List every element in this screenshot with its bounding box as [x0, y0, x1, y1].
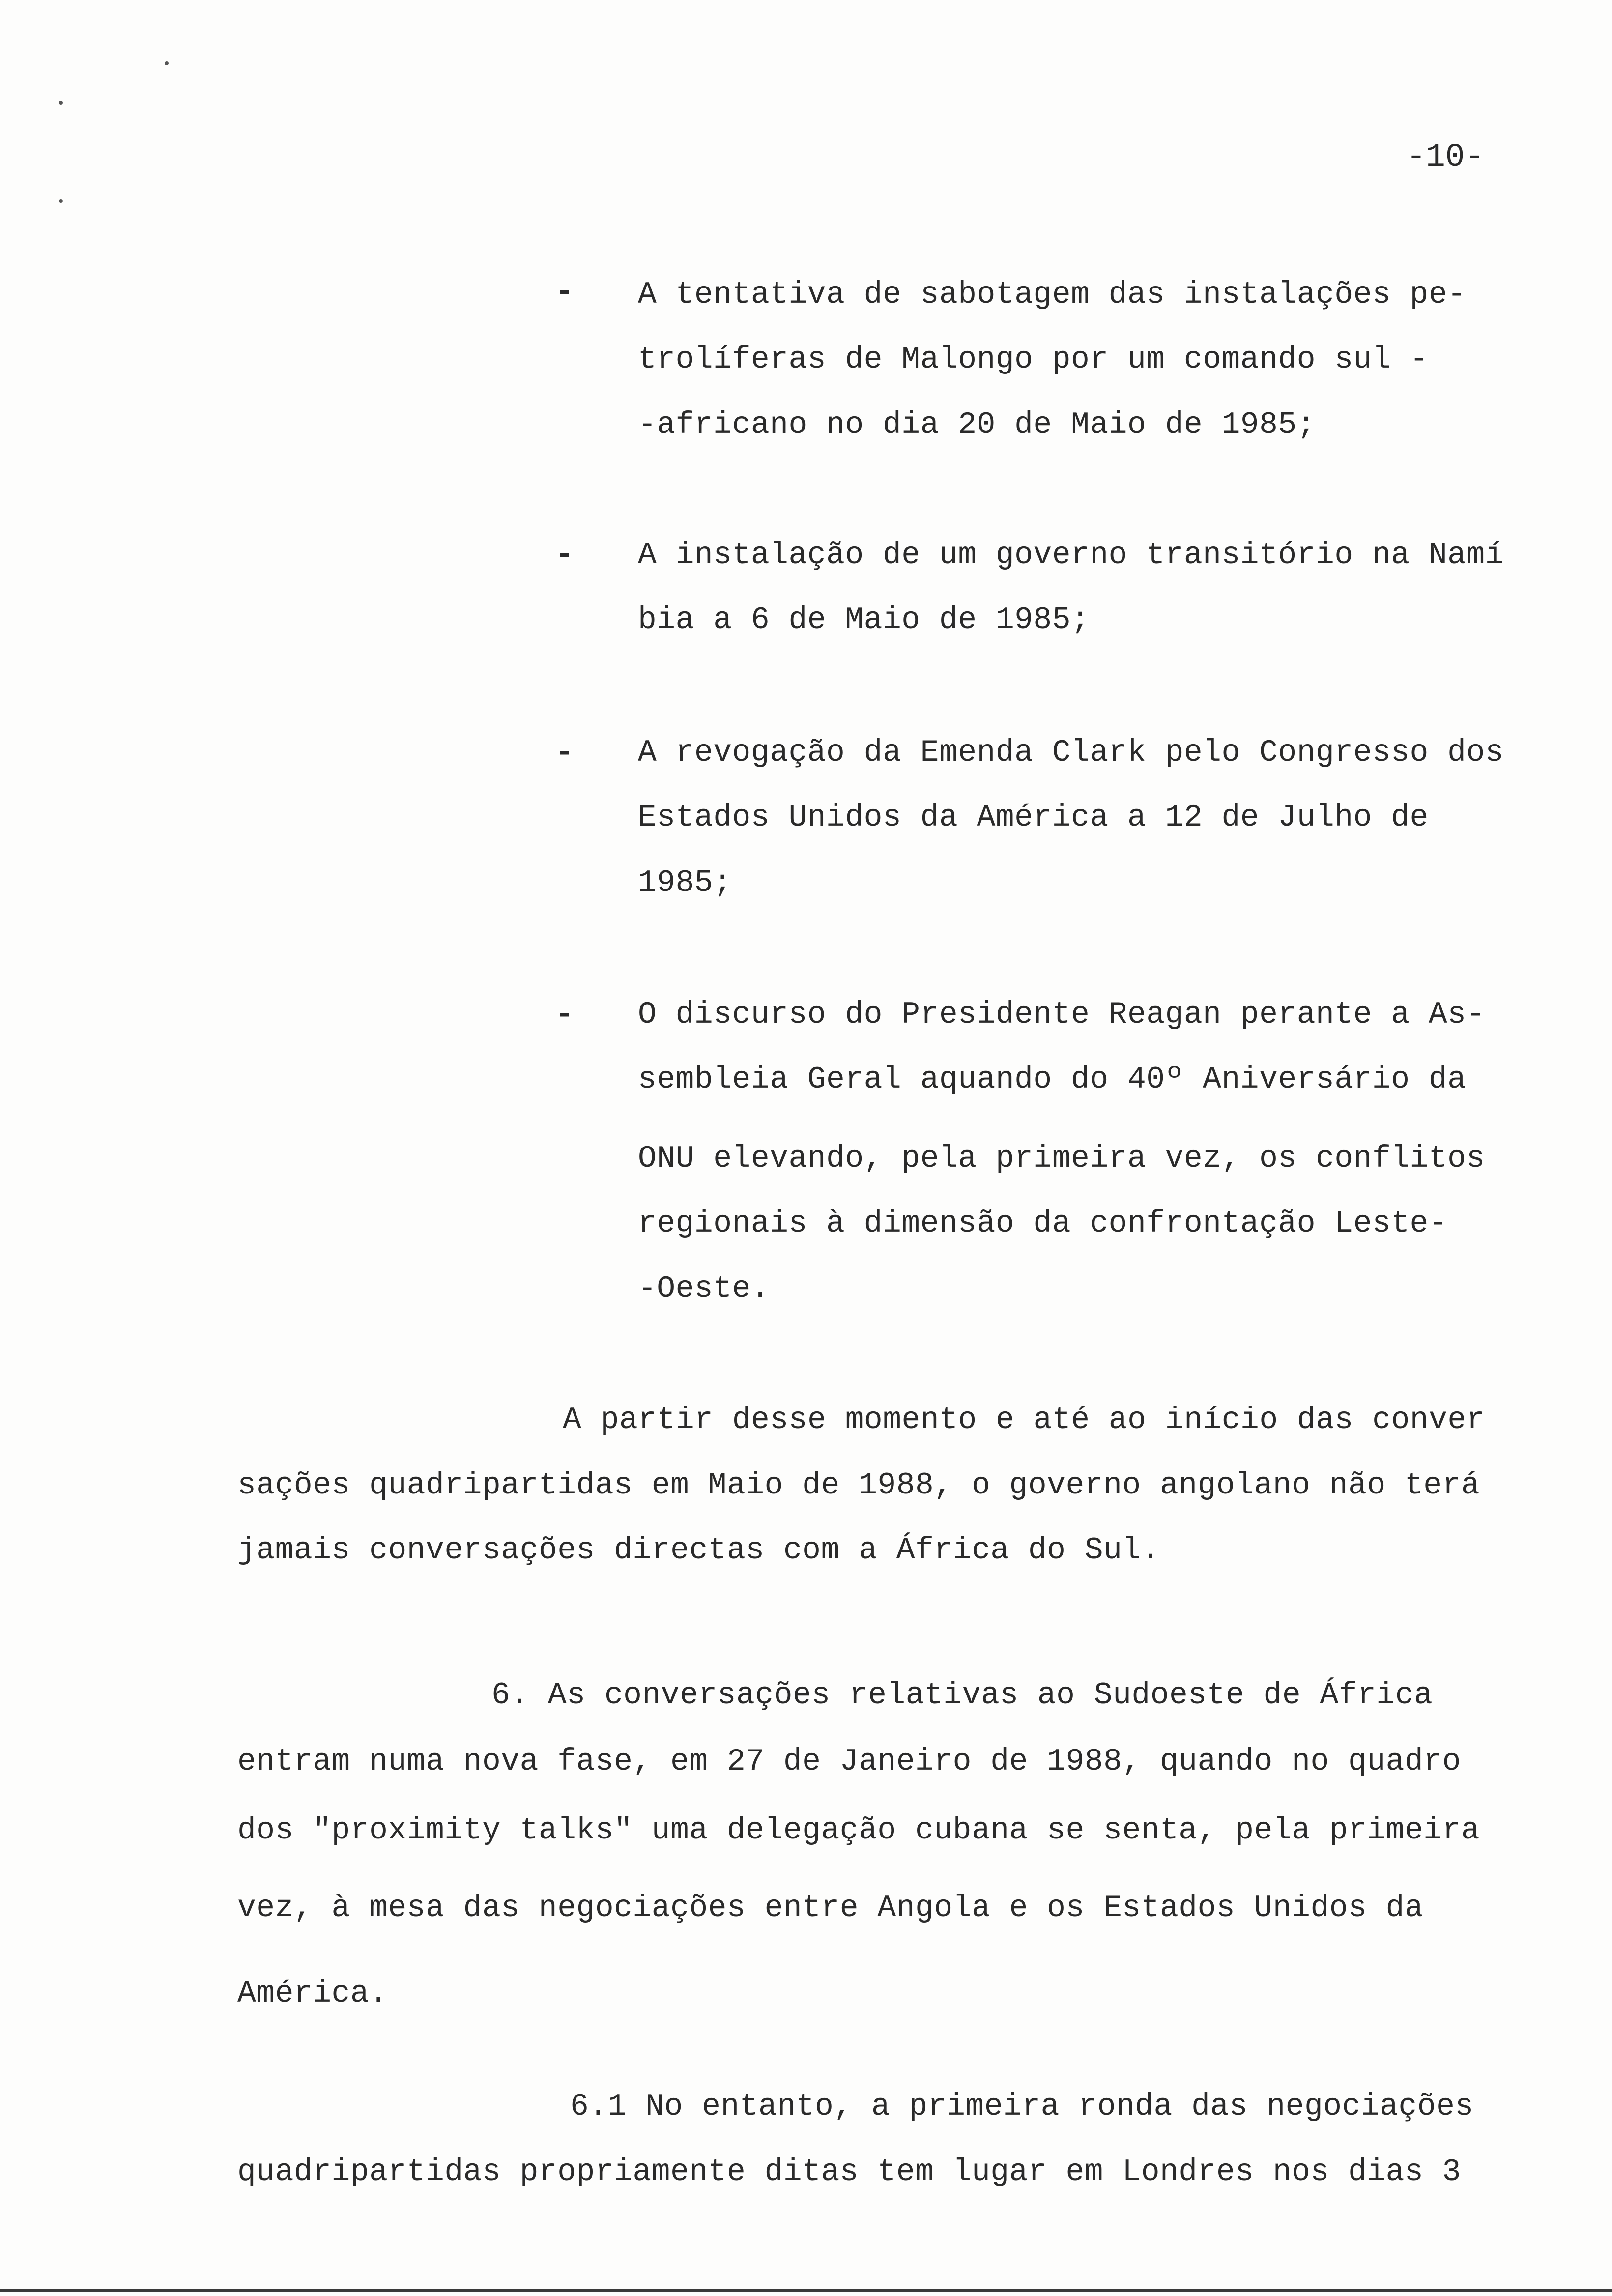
- bullet-line: -Oeste.: [638, 1271, 770, 1306]
- bullet-line: regionais à dimensão da confrontação Leste-: [638, 1206, 1448, 1241]
- paragraph-line: 6.1 No entanto, a primeira ronda das negociações: [570, 2089, 1474, 2124]
- scan-edge-line: [0, 2289, 1612, 2292]
- bullet-marker: -: [555, 275, 574, 310]
- bullet-line: bia a 6 de Maio de 1985;: [638, 603, 1090, 637]
- bullet-line: O discurso do Presidente Reagan perante a As-: [638, 997, 1485, 1032]
- scan-speck: [165, 61, 169, 65]
- bullet-marker: -: [555, 538, 574, 573]
- paragraph-line: jamais conversações directas com a África do Sul.: [237, 1533, 1160, 1568]
- paragraph-line: vez, à mesa das negociações entre Angola e os Estados Unidos da: [237, 1891, 1424, 1925]
- bullet-line: Estados Unidos da América a 12 de Julho de: [638, 800, 1429, 835]
- paragraph-line: entram numa nova fase, em 27 de Janeiro de 1988, quando no quadro: [237, 1744, 1461, 1779]
- scan-speck: [59, 199, 63, 203]
- scan-speck: [59, 101, 63, 105]
- bullet-marker: -: [555, 997, 574, 1032]
- bullet-line: A tentativa de sabotagem das instalações pe-: [638, 277, 1467, 312]
- paragraph-line: América.: [237, 1976, 388, 2011]
- bullet-marker: -: [555, 735, 574, 770]
- bullet-line: A revogação da Emenda Clark pelo Congresso dos: [638, 735, 1504, 770]
- bullet-line: -africano no dia 20 de Maio de 1985;: [638, 407, 1316, 442]
- paragraph-line: 6. As conversações relativas ao Sudoeste de África: [491, 1678, 1433, 1713]
- paragraph-line: dos "proximity talks" uma delegação cubana se senta, pela primeira: [237, 1813, 1480, 1848]
- bullet-line: ONU elevando, pela primeira vez, os conflitos: [638, 1141, 1485, 1176]
- bullet-line: sembleia Geral aquando do 40º Aniversário da: [638, 1062, 1467, 1097]
- page-number: -10-: [1406, 139, 1484, 175]
- paragraph-line: sações quadripartidas em Maio de 1988, o governo angolano não terá: [237, 1468, 1480, 1503]
- paragraph-line: A partir desse momento e até ao início das conver: [563, 1403, 1486, 1437]
- paragraph-line: quadripartidas propriamente ditas tem lugar em Londres nos dias 3: [237, 2154, 1461, 2189]
- bullet-line: A instalação de um governo transitório na Namí: [638, 538, 1504, 573]
- bullet-line: trolíferas de Malongo por um comando sul -: [638, 342, 1429, 377]
- bullet-line: 1985;: [638, 865, 732, 900]
